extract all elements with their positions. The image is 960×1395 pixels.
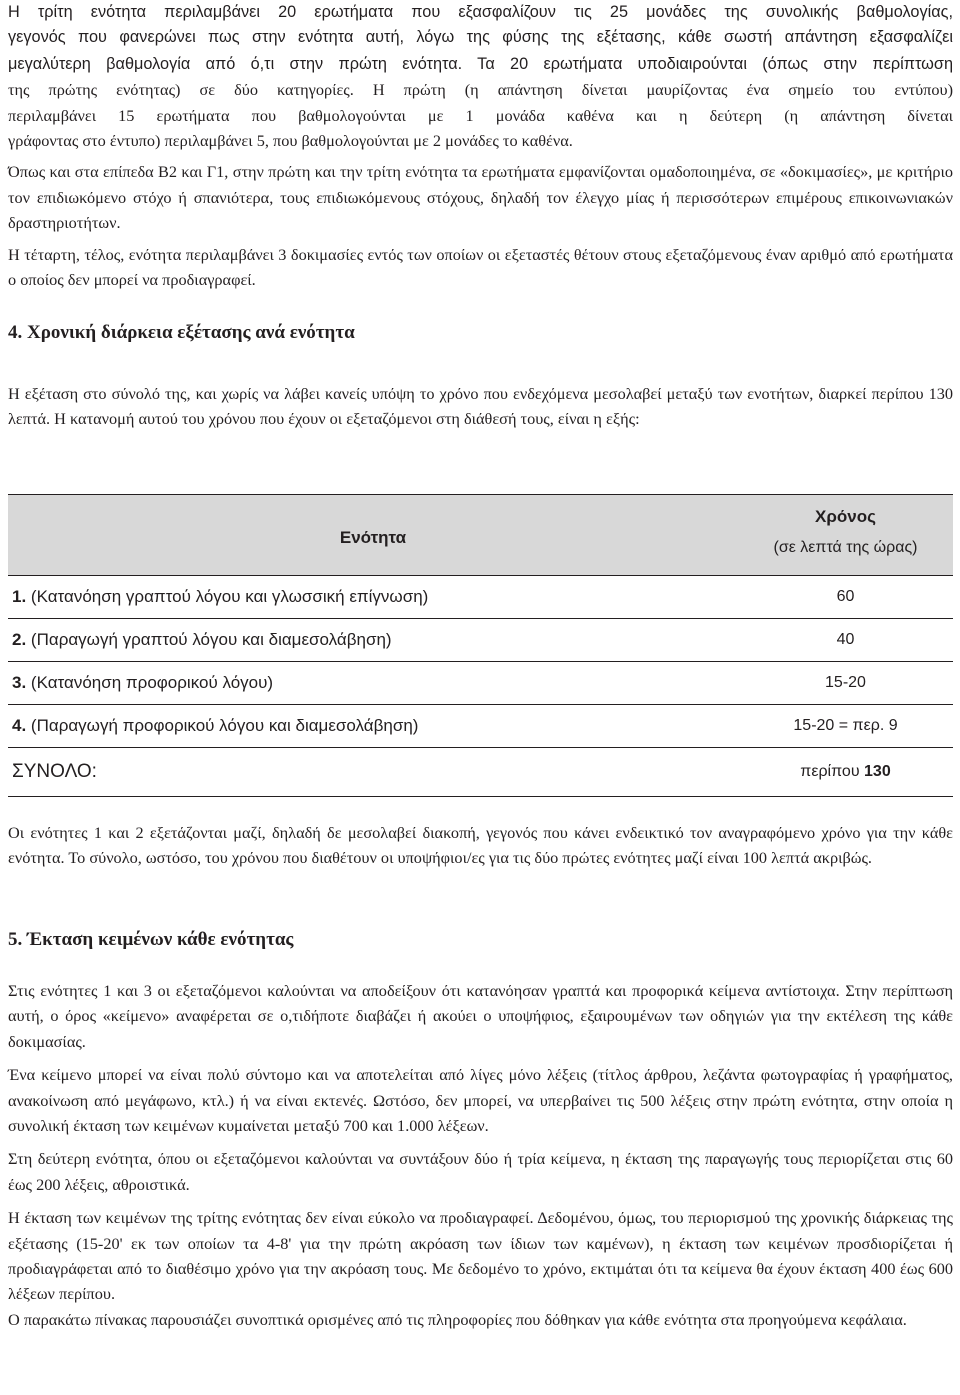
intro-line-1: Η τρίτη ενότητα περιλαμβάνει 20 ερωτήματα που εξασφαλίζουν τις 25 μονάδες της συνολικής βαθμολογίας, xyxy=(8,3,953,21)
total-prefix: περίπου xyxy=(800,763,865,780)
row-time: 15-20 = περ. 9 xyxy=(738,705,953,748)
section-5-paragraph-1: Στις ενότητες 1 και 3 οι εξεταζόμενοι καλούνται να αποδείξουν ότι κατανόησαν γραπτά και προφορικά κείμενα αντίστοιχα. Στην περίπτωση αυτή, ο όρος «κείμενο» αναφέρεται σε ο,τιδήποτε διαβάζει ή ακούει ο υποψήφιος, εξαιρουμένων των οδηγιών για την εκτέλεση της κάθε δοκιμασίας. xyxy=(8,981,953,1051)
intro-line-3 xyxy=(8,51,953,77)
table-row xyxy=(8,619,953,662)
intro-line-4-text: της πρώτης ενότητας) σε δύο κατηγορίες. Η πρώτη (η απάντηση δίνεται μαυρίζοντας ένα σημείο του εντύπου) xyxy=(8,80,953,100)
row-number: 1. xyxy=(12,587,27,606)
header-unit: Ενότητα xyxy=(8,495,738,576)
after-table-paragraph: Οι ενότητες 1 και 2 εξετάζονται μαζί, δηλαδή δε μεσολαβεί διακοπή, γεγονός που κάνει ενδεικτικό τον αναγραφόμενο χρόνο για την κάθε ενότητα. Το σύνολο, ωστόσο, του χρόνου που διαθέτουν οι υποψήφιοι/ες για τις δύο πρώτες ενότητες μαζί είναι 100 λεπτά ακριβώς. xyxy=(8,823,953,868)
section-5-paragraph-2: Ένα κείμενο μπορεί να είναι πολύ σύντομο και να αποτελείται από λίγες μόνο λέξεις (τίτλος άρθρου, λεζάντα φωτογραφίας ή γραφήματος, ανακοίνωση από μεγάφωνο, κτλ.) ή να είναι εκτενές. Ωστόσο, δεν μπορεί, να υπερβαίνει τις 500 λέξεις στην πρώτη ενότητα, στην οποία η συνολική έκταση των κειμένων κυμαίνεται μεταξύ 700 και 1.000 λέξεων. xyxy=(8,1065,953,1136)
row-time: 40 xyxy=(738,619,953,662)
row-label-cell xyxy=(8,576,738,619)
intro-line-6: γράφοντας στο έντυπο) περιλαμβάνει 5, που βαθμολογούνται με 2 μονάδες το καθένα. xyxy=(8,131,573,151)
row-label: (Παραγωγή γραπτού λόγου και διαμεσολάβηση) xyxy=(30,630,392,649)
section-4-title: Χρονική διάρκεια εξέτασης ανά ενότητα xyxy=(27,322,355,343)
exam-time-table xyxy=(8,494,953,797)
table-header-row xyxy=(8,495,953,576)
section-5-paragraph-4: Η έκταση των κειμένων της τρίτης ενότητας δεν είναι εύκολο να προδιαγραφεί. Δεδομένου, όμως, του περιορισμού της χρονικής διάρκειας της εξέτασης (15-20' εκ των οποίων τα 4-8' για την πρώτη ακρόαση των ίδιων των καμένων), η έκταση των κειμένων προσδιορίζεται ή προδιαγράφεται από το διαθέσιμο χρόνο για την ακρόαση τους. Με δεδομένο το χρόνο, εκτιμάται ότι τα κείμενα θα έχουν έκταση 400 έως 600 λέξεων περίπου. xyxy=(8,1208,953,1304)
table-row xyxy=(8,662,953,705)
row-label-cell xyxy=(8,619,738,662)
section-5-title: Έκταση κειμένων κάθε ενότητας xyxy=(27,929,294,950)
row-time: 15-20 xyxy=(738,662,953,705)
total-label: ΣΥΝΟΛΟ: xyxy=(8,748,738,797)
row-label-cell xyxy=(8,705,738,748)
table-row xyxy=(8,576,953,619)
section-5-heading xyxy=(8,928,293,952)
header-time: Χρόνος xyxy=(815,507,876,526)
intro-paragraph-2: Όπως και στα επίπεδα Β2 και Γ1, στην πρώτη και την τρίτη ενότητα τα ερωτήματα εμφανίζονται ομαδοποιημένα, σε «δοκιμασίες», με κριτήριο τον επιδιωκόμενο στόχο ή σπανιότερα, τους επιδιωκόμενους στόχους, δηλαδή τον έλεγχο μίας ή περισσότερων επιμέρους επικοινωνιακών δραστηριοτήτων. xyxy=(8,162,953,233)
header-time-cell xyxy=(738,495,953,576)
row-number: 4. xyxy=(12,716,27,735)
section-4-paragraph: Η εξέταση στο σύνολό της, και χωρίς να λάβει κανείς υπόψη το χρόνο που ενδεχόμενα μεσολαβεί μεταξύ των ενοτήτων, διαρκεί περίπου 130 λεπτά. Η κατανομή αυτού του χρόνου που έχουν οι εξεταζόμενοι στη διάθεσή τους, είναι η εξής: xyxy=(8,384,953,429)
row-label-cell xyxy=(8,662,738,705)
section-5-paragraph-3: Στη δεύτερη ενότητα, όπου οι εξεταζόμενοι καλούνται να συντάξουν δύο ή τρία κείμενα, η έκταση της παραγωγής τους περιορίζεται στις 60 έως 200 λέξεις, αθροιστικά. xyxy=(8,1149,953,1194)
intro-line-3-text: μεγαλύτερη βαθμολογία από ό,τι στην πρώτη ενότητα. Τα 20 ερωτήματα υποδιαιρούνται (όπως στην περίπτωση xyxy=(8,54,953,73)
row-label: (Παραγωγή προφορικού λόγου και διαμεσολάβηση) xyxy=(30,716,419,735)
total-value-cell xyxy=(738,748,953,797)
row-time: 60 xyxy=(738,576,953,619)
table-row xyxy=(8,705,953,748)
section-5-paragraph-5: Ο παρακάτω πίνακας παρουσιάζει συνοπτικά ορισμένες από τις πληροφορίες που δόθηκαν για κάθε ενότητα στα προηγούμενα κεφάλαια. xyxy=(8,1309,907,1329)
intro-line-4 xyxy=(8,77,953,102)
intro-block xyxy=(8,0,953,292)
section-4-number: 4. xyxy=(8,322,23,343)
section-5-number: 5. xyxy=(8,929,23,950)
row-label: (Κατανόηση γραπτού λόγου και γλωσσική επίγνωση) xyxy=(30,587,429,606)
intro-paragraph-3: Η τέταρτη, τέλος, ενότητα περιλαμβάνει 3 δοκιμασίες εντός των οποίων οι εξεταστές θέτουν στους εξεταζόμενους έναν αριθμό από ερωτήματα ο οποίος δεν μπορεί να προδιαγραφεί. xyxy=(8,244,953,290)
row-label: (Κατανόηση προφορικού λόγου) xyxy=(30,673,274,692)
intro-line-2: γεγονός που φανερώνει πως στην ενότητα αυτή, λόγω της φύσης της εξέτασης, κάθε σωστή απάντηση εξασφαλίζει xyxy=(8,28,953,47)
section-4-heading xyxy=(8,321,355,345)
row-number: 3. xyxy=(12,673,27,692)
row-number: 2. xyxy=(12,630,27,649)
header-time-sub: (σε λεπτά της ώρας) xyxy=(773,539,918,556)
table-total-row xyxy=(8,748,953,797)
total-value: 130 xyxy=(864,763,891,780)
intro-line-5: περιλαμβάνει 15 ερωτήματα που βαθμολογούνται με 1 μονάδα καθένα και η δεύτερη (η απάντηση δίνεται xyxy=(8,105,953,125)
section-5-body xyxy=(8,978,953,1332)
